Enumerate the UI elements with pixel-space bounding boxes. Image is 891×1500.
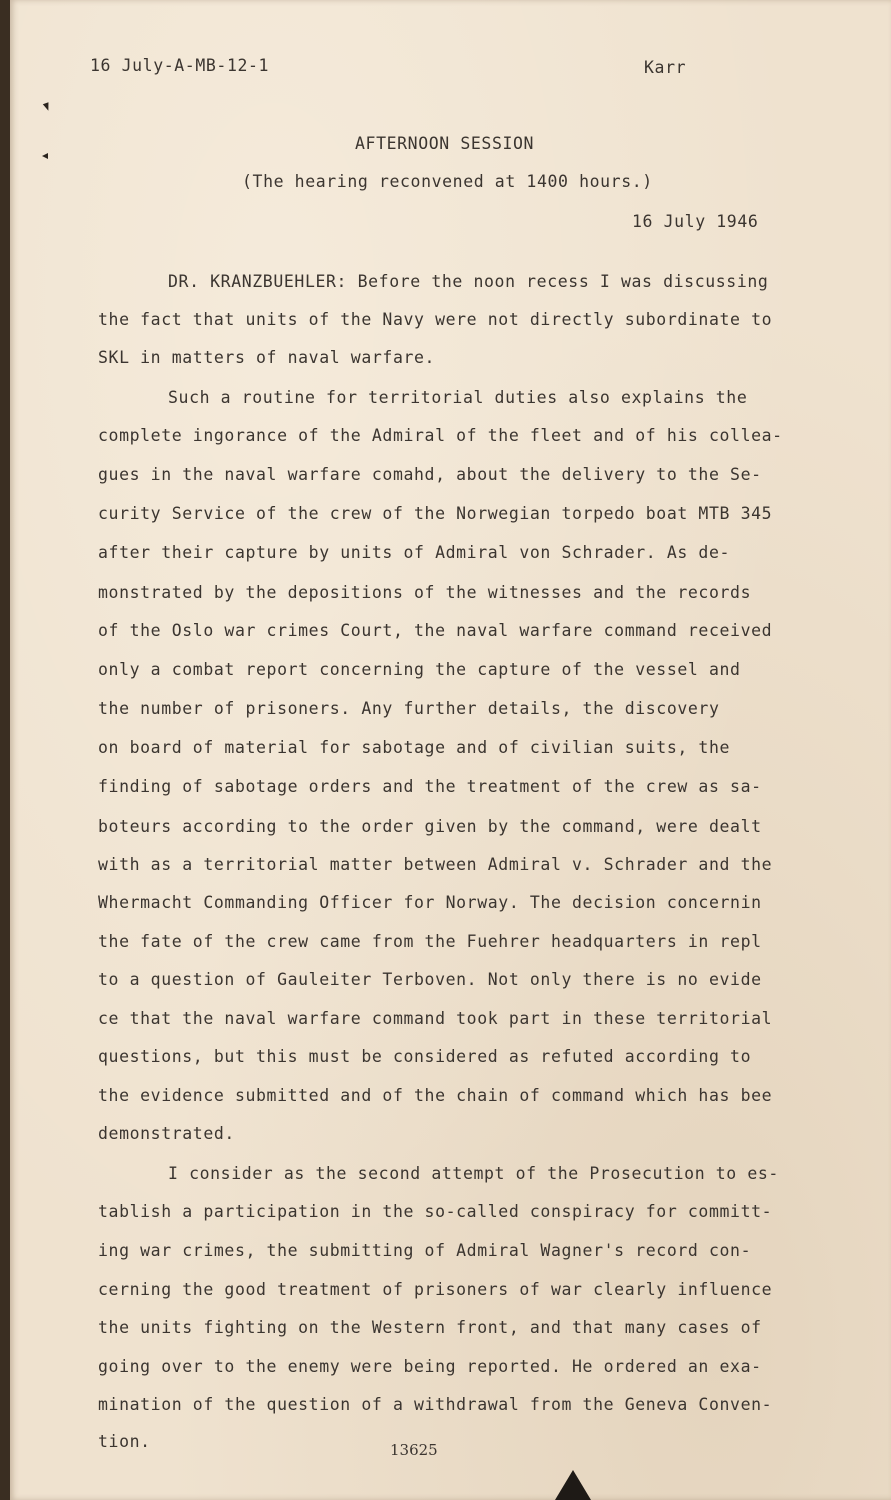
text-line: with as a territorial matter between Admiral v. Schrader and the <box>98 855 773 874</box>
text-line: tablish a participation in the so-called conspiracy for committ- <box>98 1202 773 1221</box>
text-line: complete ingorance of the Admiral of the fleet and of his collea- <box>98 426 783 445</box>
corner-tab <box>555 1470 591 1500</box>
header-reference: 16 July-A-MB-12-1 <box>90 56 270 75</box>
text-line: mination of the question of a withdrawal from the Geneva Conven- <box>98 1395 773 1414</box>
text-line: only a combat report concerning the capture of the vessel and <box>98 660 741 679</box>
session-date: 16 July 1946 <box>632 212 759 231</box>
text-line: demonstrated. <box>98 1124 235 1143</box>
text-line: Whermacht Commanding Officer for Norway. The decision concernin <box>98 893 762 912</box>
text-line: boteurs according to the order given by the command, were dealt <box>98 817 762 836</box>
text-line: Such a routine for territorial duties also explains the <box>168 388 748 407</box>
text-line: finding of sabotage orders and the treatment of the crew as sa- <box>98 777 762 796</box>
document-page <box>10 0 891 1500</box>
session-title: AFTERNOON SESSION <box>355 134 535 153</box>
text-line: the units fighting on the Western front, and that many cases of <box>98 1318 762 1337</box>
text-line: cerning the good treatment of prisoners of war clearly influence <box>98 1280 773 1299</box>
margin-mark <box>43 102 51 112</box>
text-line: I consider as the second attempt of the Prosecution to es- <box>168 1164 779 1183</box>
text-line: on board of material for sabotage and of civilian suits, the <box>98 738 731 757</box>
text-line: of the Oslo war crimes Court, the naval warfare command received <box>98 621 773 640</box>
margin-mark <box>42 153 48 159</box>
text-line: the fate of the crew came from the Fuehrer headquarters in repl <box>98 932 762 951</box>
text-line: tion. <box>98 1432 151 1451</box>
text-line: ce that the naval warfare command took part in these territorial <box>98 1009 773 1028</box>
text-line: questions, but this must be considered as refuted according to <box>98 1047 752 1066</box>
text-line: monstrated by the depositions of the witnesses and the records <box>98 583 752 602</box>
text-line: ing war crimes, the submitting of Admiral Wagner's record con- <box>98 1241 752 1260</box>
text-line: the evidence submitted and of the chain of command which has bee <box>98 1086 773 1105</box>
text-line: after their capture by units of Admiral von Schrader. As de- <box>98 543 731 562</box>
text-line: curity Service of the crew of the Norwegian torpedo boat MTB 345 <box>98 504 773 523</box>
text-line: to a question of Gauleiter Terboven. Not only there is no evide <box>98 970 762 989</box>
text-line: DR. KRANZBUEHLER: Before the noon recess I was discussing <box>168 272 769 291</box>
reconvene-note: (The hearing reconvened at 1400 hours.) <box>242 172 653 191</box>
text-line: going over to the enemy were being reported. He ordered an exa- <box>98 1357 762 1376</box>
text-line: gues in the naval warfare comahd, about the delivery to the Se- <box>98 465 762 484</box>
reporter-name: Karr <box>644 58 687 77</box>
page-number: 13625 <box>390 1441 438 1459</box>
text-line: the number of prisoners. Any further details, the discovery <box>98 699 720 718</box>
text-line: SKL in matters of naval warfare. <box>98 348 436 367</box>
text-line: the fact that units of the Navy were not directly subordinate to <box>98 310 773 329</box>
